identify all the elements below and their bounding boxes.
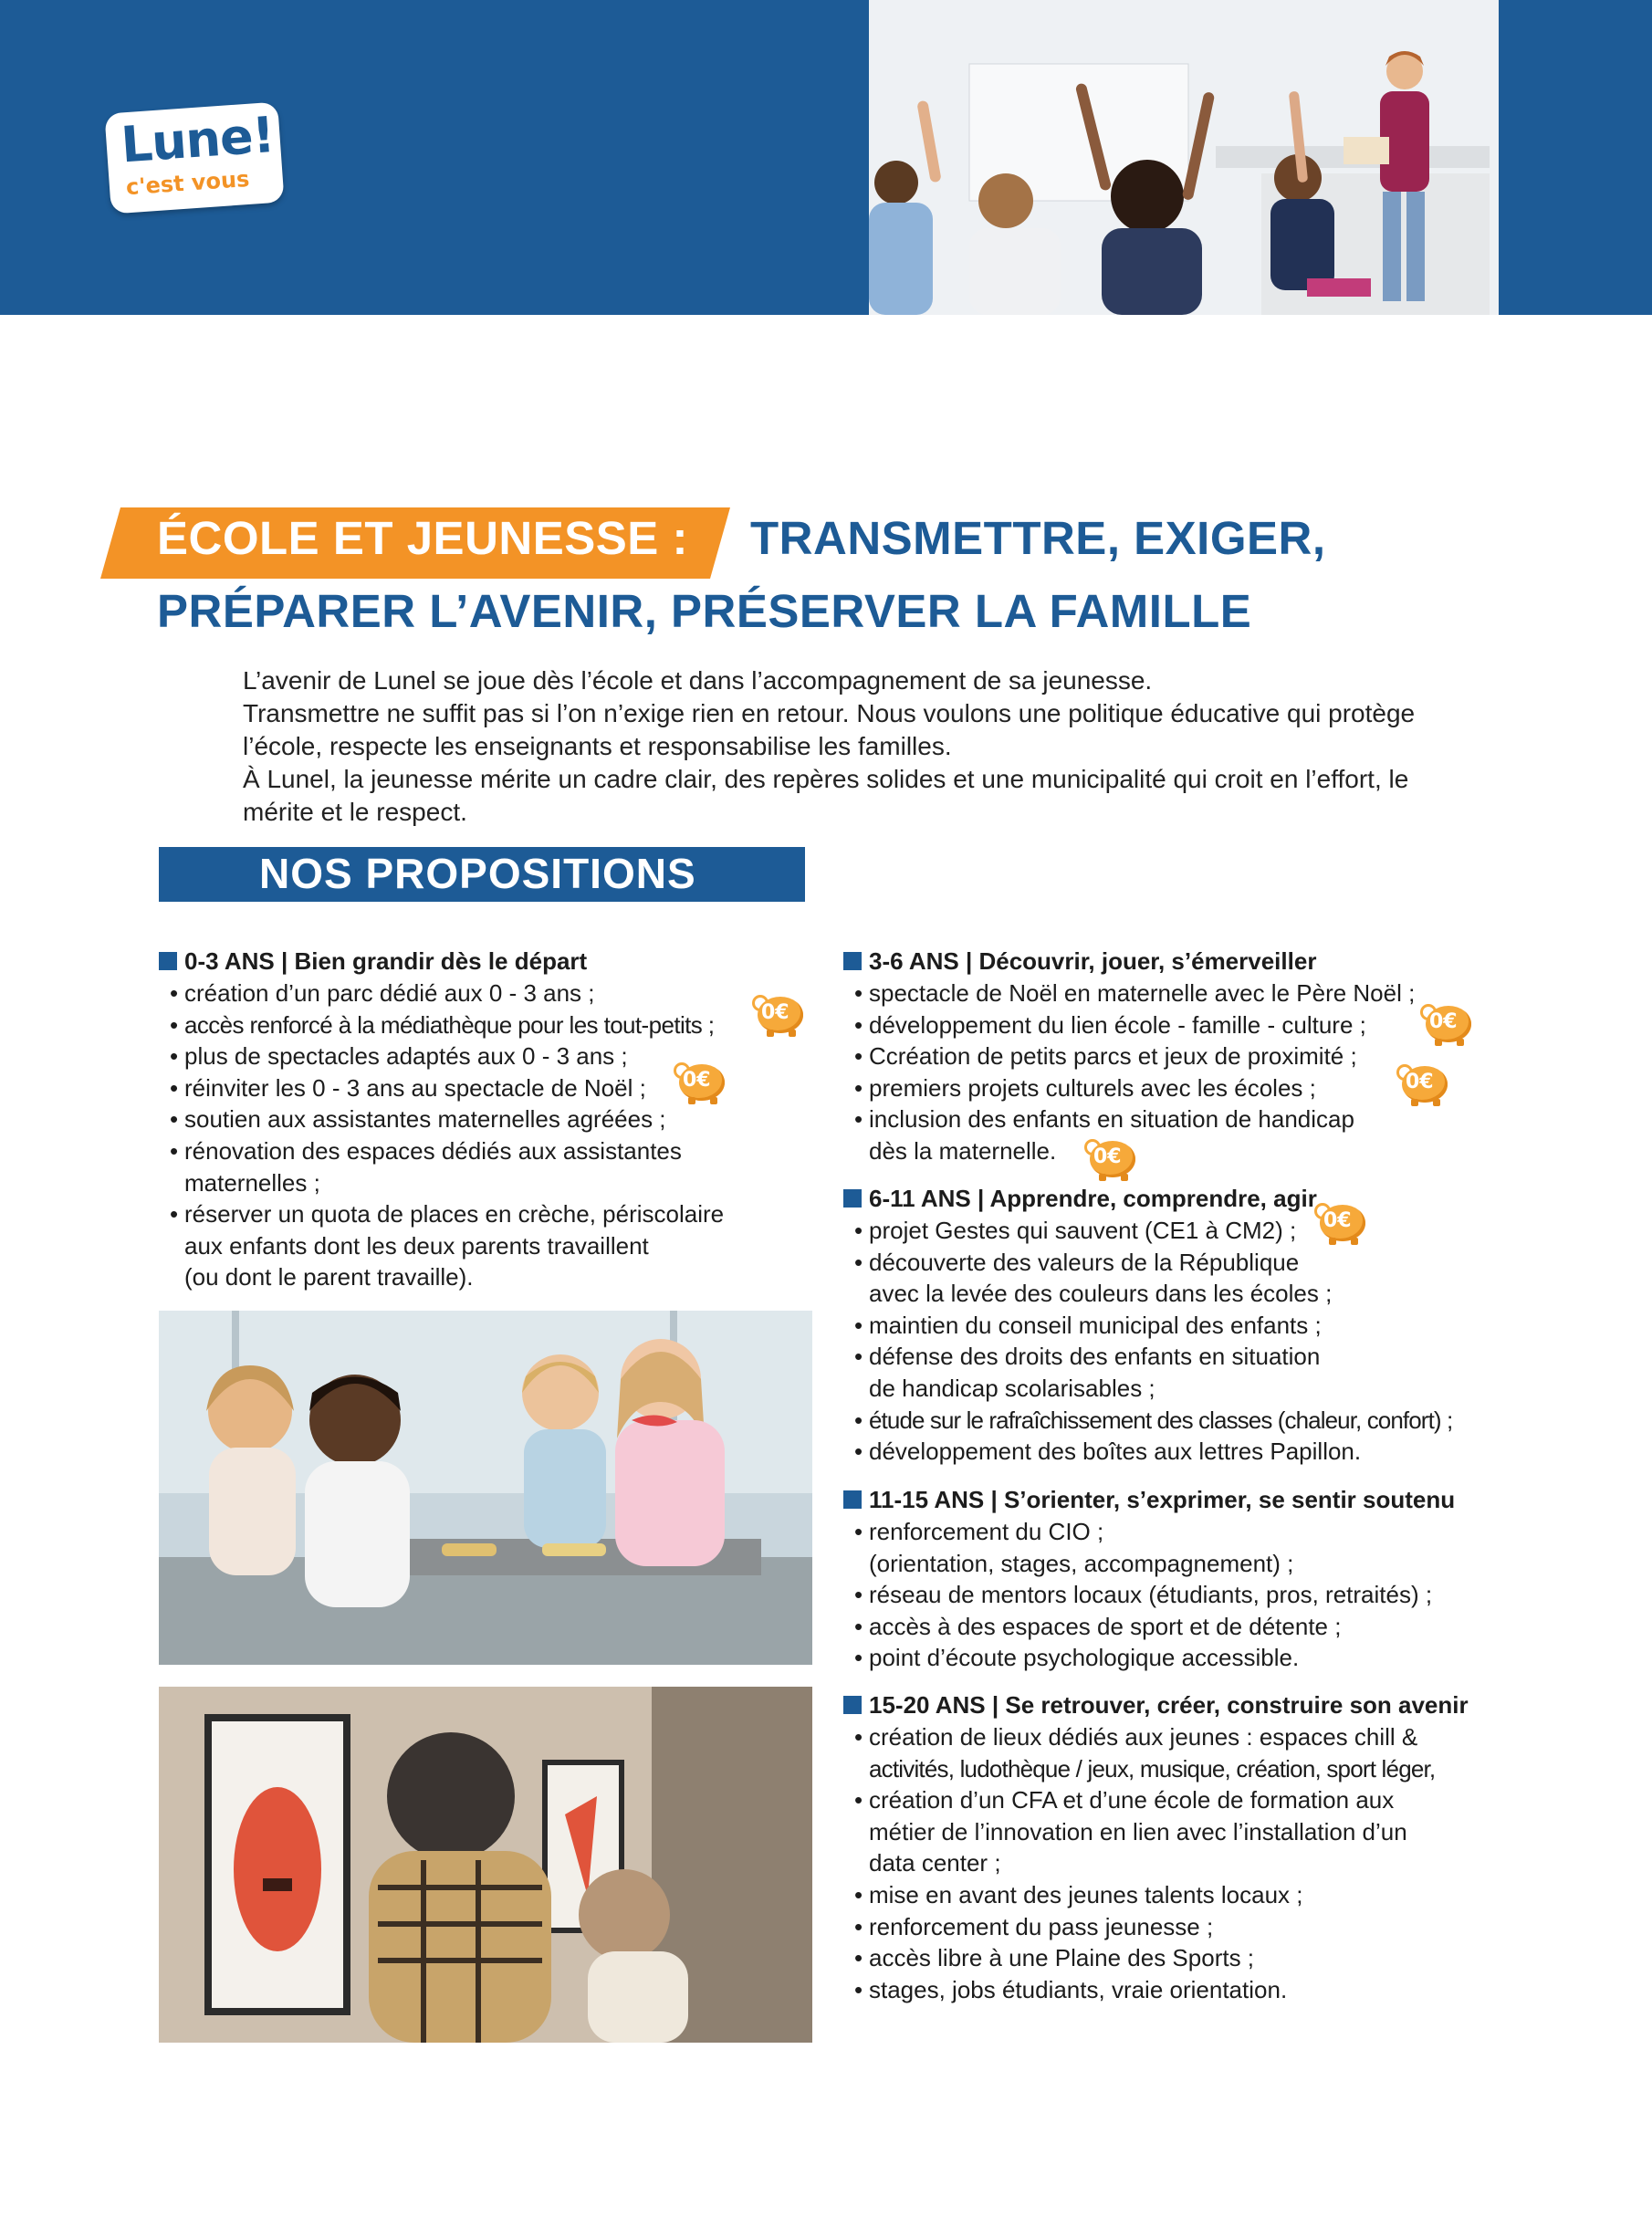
list-item-continuation: aux enfants dont les deux parents travaillent — [184, 1231, 649, 1260]
list-item: • stages, jobs étudiants, vraie orientation. — [854, 1975, 1288, 2003]
intro-paragraph-3: À Lunel, la jeunesse mérite un cadre clair, des repères solides et une municipalité qui croit en l’effort, le mérite et le respect. — [243, 765, 1409, 826]
list-item: • accès libre à une Plaine des Sports ; — [854, 1944, 1255, 1972]
list-item: • mise en avant des jeunes talents locaux ; — [854, 1880, 1303, 1908]
list-item: • soutien aux assistantes maternelles agréées ; — [170, 1105, 666, 1134]
list-item: • étude sur le rafraîchissement des classes (chaleur, confort) ; — [854, 1406, 1453, 1434]
piggy-bank-zero-euro-icon: 0€ — [748, 993, 805, 1037]
piggy-bank-zero-euro-icon: 0€ — [670, 1061, 727, 1104]
section-15-20 — [843, 1689, 1555, 2005]
intro-paragraph-1: L’avenir de Lunel se joue dès l’école et dans l’accompagnement de sa jeunesse. — [243, 666, 1153, 695]
section-0-3 — [159, 946, 816, 1293]
list-item: • renforcement du CIO ; — [854, 1518, 1104, 1545]
section-marker — [843, 1490, 862, 1509]
section-marker — [159, 952, 177, 970]
section-marker — [843, 1696, 862, 1714]
section-marker — [843, 952, 862, 970]
propositions-label: NOS PROPOSITIONS — [259, 850, 696, 897]
section-heading: 3-6 ANS | Découvrir, jouer, s’émerveiller — [869, 947, 1317, 975]
list-item: • développement du lien école - famille - culture ; — [854, 1010, 1366, 1039]
list-item-continuation: avec la levée des couleurs dans les écoles ; — [869, 1280, 1333, 1308]
list-item: • défense des droits des enfants en situation — [854, 1343, 1321, 1371]
list-item: • développement des boîtes aux lettres Papillon. — [854, 1438, 1362, 1466]
classroom-photo — [869, 0, 1499, 315]
list-item: • création d’un CFA et d’une école de formation aux — [854, 1786, 1395, 1814]
list-item: • création d’un parc dédié aux 0 - 3 ans ; — [170, 979, 595, 1007]
list-item: • rénovation des espaces dédiés aux assistantes — [170, 1136, 682, 1165]
children-lunch-photo — [159, 1311, 812, 1665]
lunel-logo[interactable] — [104, 102, 284, 214]
list-item: • renforcement du pass jeunesse ; — [854, 1912, 1214, 1940]
piggy-bank-zero-euro-icon: 0€ — [1081, 1137, 1137, 1181]
list-item: • Ccréation de petits parcs et jeux de proximité ; — [854, 1042, 1357, 1071]
list-item: • création de lieux dédiés aux jeunes : espaces chill & — [854, 1723, 1418, 1751]
list-item: • spectacle de Noël en maternelle avec le Père Noël ; — [854, 979, 1416, 1007]
intro-paragraph-2: Transmettre ne suffit pas si l’on n’exige rien en retour. Nous voulons une politique éducative qui protège l’école, respecte les enseignants et responsabilise les familles. — [243, 699, 1416, 760]
list-item: • réserver un quota de places en crèche, périscolaire — [170, 1200, 725, 1229]
gallery-visit-photo — [159, 1687, 812, 2043]
piggy-bank-zero-euro-icon: 0€ — [1311, 1201, 1367, 1245]
list-item: • point d’écoute psychologique accessible. — [854, 1644, 1300, 1672]
list-item-continuation: data center ; — [869, 1849, 1001, 1877]
list-item: • premiers projets culturels avec les écoles ; — [854, 1073, 1316, 1102]
section-marker — [843, 1189, 862, 1208]
section-heading: 15-20 ANS | Se retrouver, créer, construire son avenir — [869, 1691, 1469, 1719]
piggy-bank-zero-euro-icon: 0€ — [1417, 1002, 1473, 1046]
list-item: • inclusion des enfants en situation de handicap — [854, 1105, 1354, 1134]
section-heading: 11-15 ANS | S’orienter, s’exprimer, se sentir soutenu — [869, 1486, 1456, 1513]
title-tag-text: ÉCOLE ET JEUNESSE : — [157, 512, 688, 564]
list-item-continuation: métier de l’innovation en lien avec l’installation d’un — [869, 1817, 1407, 1845]
intro-text — [243, 664, 1502, 829]
logo-main-text: Lune! — [119, 105, 277, 174]
list-item: • accès à des espaces de sport et de détente ; — [854, 1612, 1342, 1640]
list-item: • maintien du conseil municipal des enfants ; — [854, 1311, 1322, 1339]
section-3-6 — [843, 946, 1537, 1167]
logo-sub-text: c'est vous — [125, 165, 251, 201]
list-item: • projet Gestes qui sauvent (CE1 à CM2) ; — [854, 1217, 1297, 1244]
list-item: • réseau de mentors locaux (étudiants, pros, retraités) ; — [854, 1581, 1433, 1609]
list-item: • accès renforcé à la médiathèque pour les tout-petits ; — [170, 1010, 715, 1039]
list-item: • découverte des valeurs de la République — [854, 1248, 1300, 1276]
title-line1: TRANSMETTRE, EXIGER, — [750, 512, 1326, 564]
section-heading: 0-3 ANS | Bien grandir dès le départ — [184, 947, 588, 975]
list-item: • plus de spectacles adaptés aux 0 - 3 ans ; — [170, 1042, 628, 1071]
list-item-continuation: activités, ludothèque / jeux, musique, création, sport léger, — [869, 1754, 1436, 1783]
piggy-bank-zero-euro-icon: 0€ — [1393, 1062, 1449, 1106]
title-line2: PRÉPARER L’AVENIR, PRÉSERVER LA FAMILLE — [157, 585, 1252, 637]
section-11-15 — [843, 1484, 1537, 1674]
list-item-continuation: dès la maternelle. — [869, 1136, 1057, 1165]
list-item-continuation: de handicap scolarisables ; — [869, 1374, 1155, 1402]
list-item: • réinviter les 0 - 3 ans au spectacle de Noël ; — [170, 1073, 646, 1102]
section-heading: 6-11 ANS | Apprendre, comprendre, agir — [869, 1185, 1317, 1212]
section-6-11 — [843, 1183, 1537, 1468]
list-item-continuation: (ou dont le parent travaille). — [184, 1263, 474, 1291]
list-item-continuation: maternelles ; — [184, 1168, 320, 1197]
list-item-continuation: (orientation, stages, accompagnement) ; — [869, 1549, 1294, 1577]
